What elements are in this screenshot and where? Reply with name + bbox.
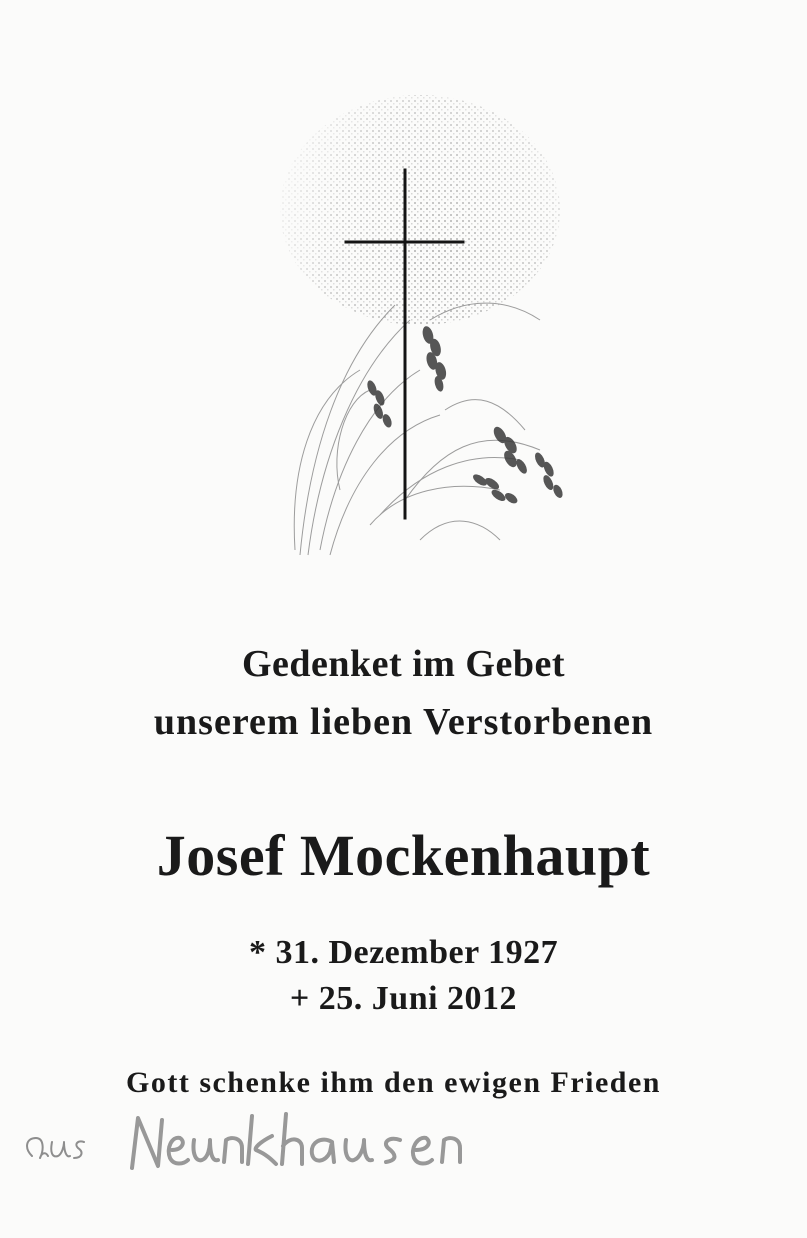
heading-line-2: unserem lieben Verstorbenen: [153, 701, 654, 743]
handwritten-note: [20, 1108, 580, 1188]
birth-date: * 31. Dezember 1927: [248, 934, 559, 971]
heading-line-1: Gedenket im Gebet: [241, 643, 565, 685]
cross-with-wheat-icon: [270, 70, 600, 570]
blessing-line: Gott schenke ihm den ewigen Frieden: [126, 1066, 661, 1099]
deceased-name: Josef Mockenhaupt: [156, 823, 651, 888]
death-date: + 25. Juni 2012: [289, 980, 518, 1017]
